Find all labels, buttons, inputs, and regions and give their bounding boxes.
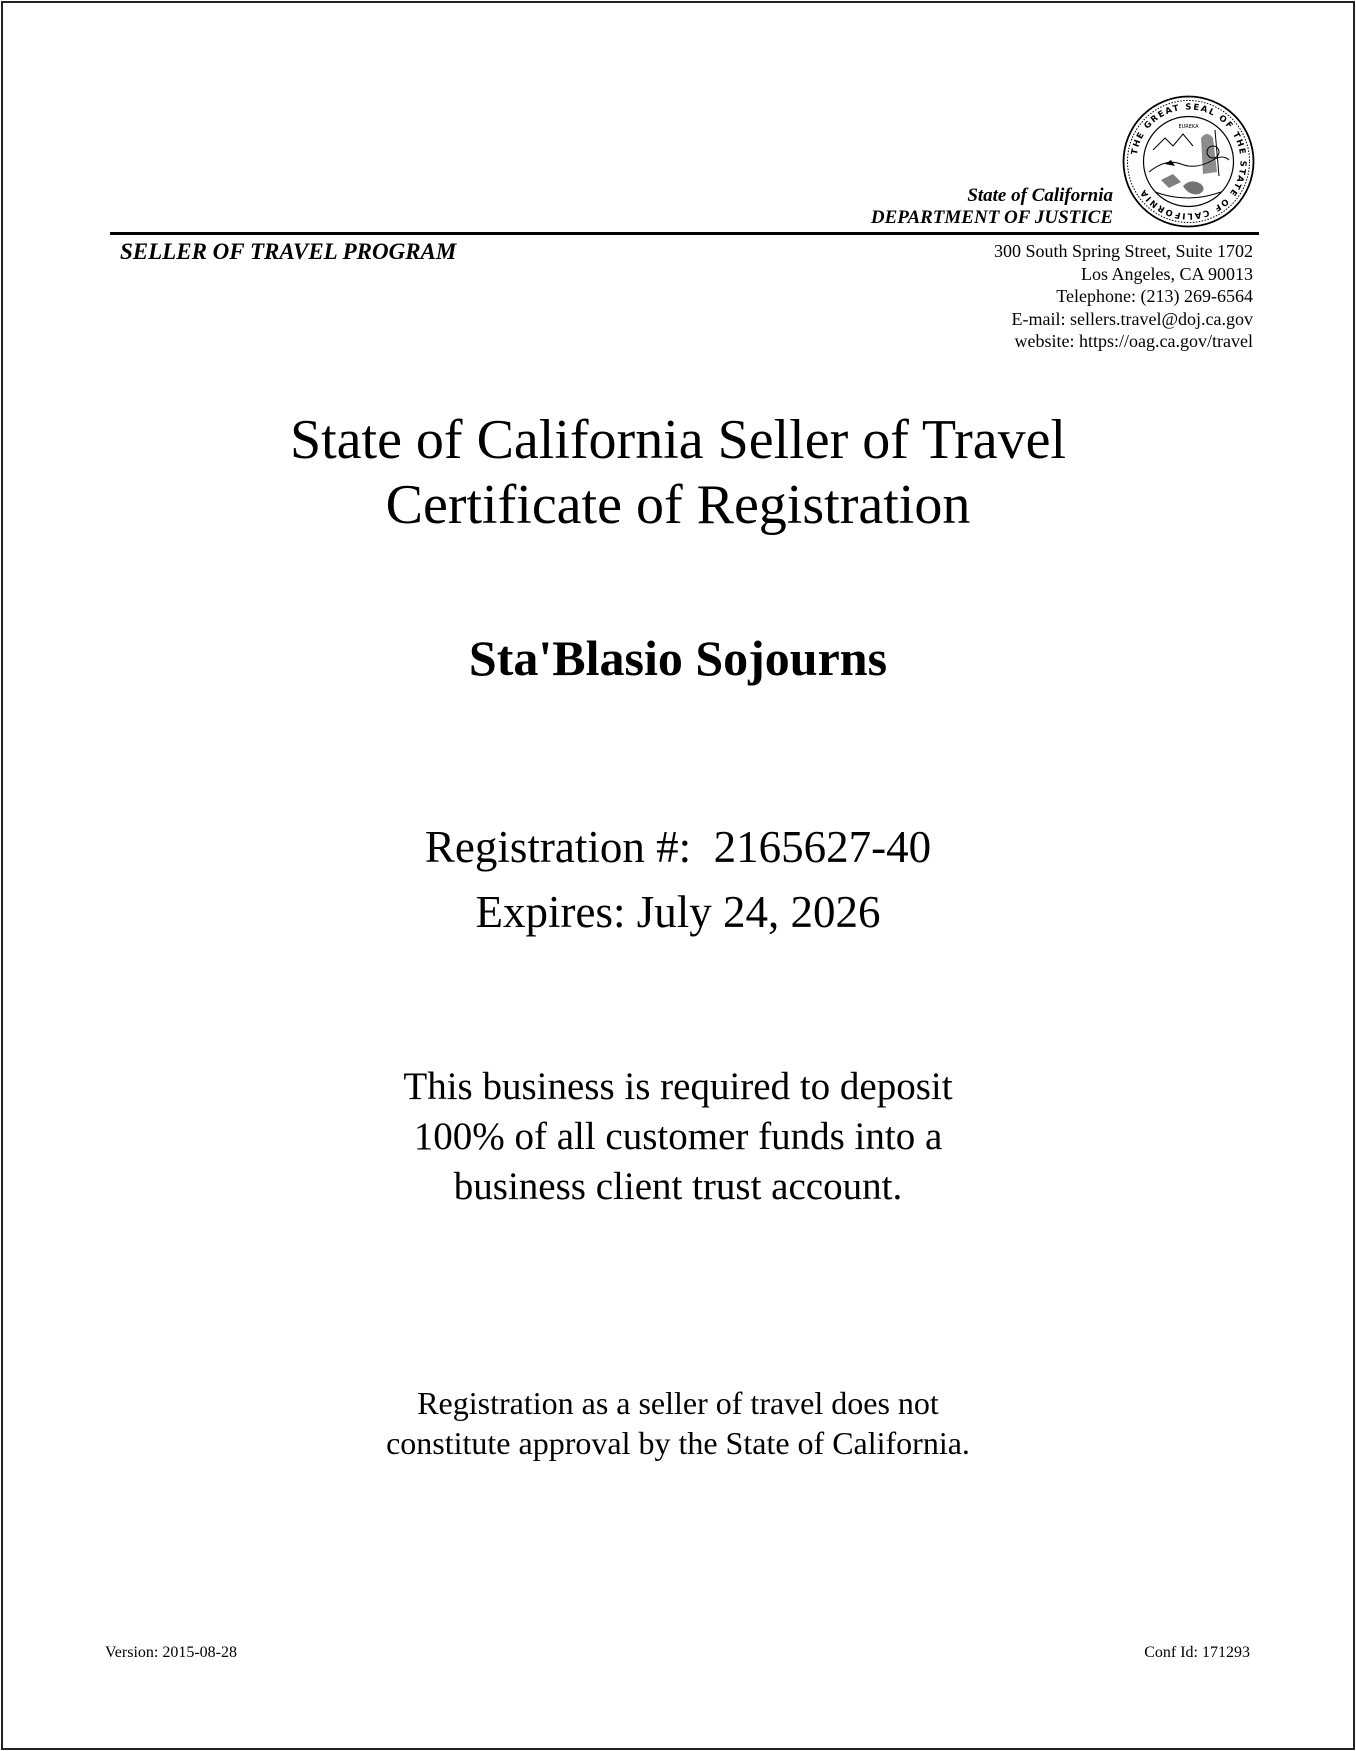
header-divider bbox=[110, 232, 1259, 235]
address-email: E-mail: sellers.travel@doj.ca.gov bbox=[1011, 308, 1253, 329]
department-heading bbox=[871, 185, 1113, 229]
certificate-page bbox=[1, 1, 1355, 1750]
address-street: 300 South Spring Street, Suite 1702 bbox=[993, 241, 1253, 261]
address-website: website: https://oag.ca.gov/travel bbox=[1014, 331, 1253, 351]
state-label: State of California bbox=[967, 185, 1113, 206]
business-name: Sta'Blasio Sojourns bbox=[468, 630, 888, 686]
registration-number: Registration #: 2165627-40 bbox=[424, 822, 932, 872]
expiration-date: Expires: July 24, 2026 bbox=[475, 887, 881, 937]
deposit-requirement bbox=[3, 1062, 1353, 1212]
deposit-line: This business is required to deposit bbox=[403, 1065, 953, 1108]
disclaimer-line: constitute approval by the State of California. bbox=[386, 1425, 970, 1461]
certificate-title bbox=[3, 408, 1353, 538]
disclaimer-line: Registration as a seller of travel does not bbox=[417, 1385, 939, 1421]
deposit-line: business client trust account. bbox=[453, 1165, 903, 1208]
contact-address bbox=[994, 240, 1253, 353]
address-city: Los Angeles, CA 90013 bbox=[1080, 263, 1253, 284]
svg-text:THE GREAT SEAL OF THE STATE OF: THE GREAT SEAL OF THE STATE OF CALIFORNIA bbox=[1129, 102, 1248, 221]
conf-id-label: Conf Id: 171293 bbox=[1144, 1644, 1250, 1661]
department-label: DEPARTMENT OF JUSTICE bbox=[870, 207, 1113, 228]
program-label: SELLER OF TRAVEL PROGRAM bbox=[120, 239, 457, 264]
great-seal-icon bbox=[1121, 94, 1256, 229]
address-telephone: Telephone: (213) 269-6564 bbox=[1056, 286, 1253, 306]
disclaimer bbox=[3, 1383, 1353, 1463]
deposit-line: 100% of all customer funds into a bbox=[413, 1115, 943, 1158]
title-line: Certificate of Registration bbox=[385, 474, 971, 536]
version-label: Version: 2015-08-28 bbox=[105, 1644, 237, 1661]
svg-text:EUREKA: EUREKA bbox=[1178, 124, 1199, 130]
registration-block bbox=[3, 815, 1353, 945]
title-line: State of California Seller of Travel bbox=[289, 409, 1067, 471]
